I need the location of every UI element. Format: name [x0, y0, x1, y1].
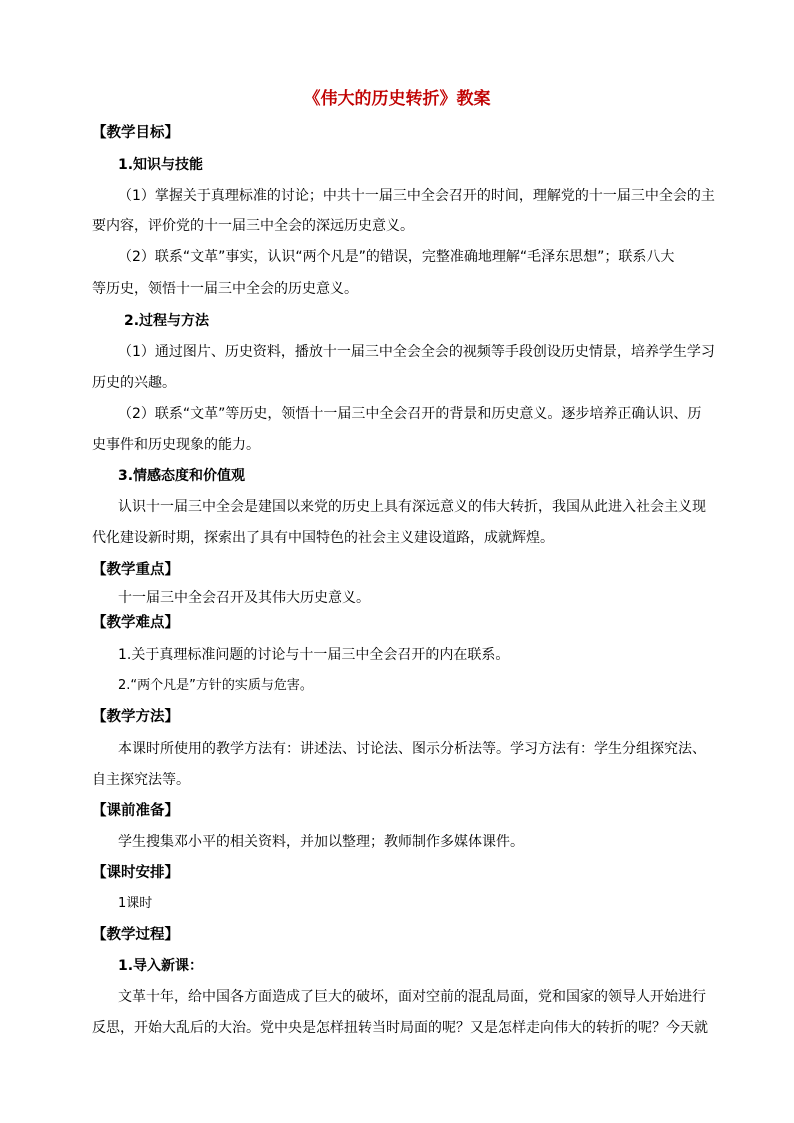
subheading-introduction: 1.导入新课： [118, 958, 204, 974]
section-heading-methods: 【教学方法】 [92, 709, 179, 725]
paragraph-line: 自主探究法等。 [92, 772, 190, 788]
paragraph-line: 学生搜集邓小平的相关资料，并加以整理；教师制作多媒体课件。 [118, 834, 524, 850]
paragraph-line: 1.关于真理标准问题的讨论与十一届三中全会召开的内在联系。 [118, 647, 510, 663]
section-heading-preparation: 【课前准备】 [92, 803, 179, 819]
paragraph-line: 史事件和历史现象的能力。 [92, 437, 260, 453]
subheading-process-method: 2.过程与方法 [124, 313, 210, 329]
paragraph-line: 2.“两个凡是”方针的实质与危害。 [118, 678, 313, 693]
paragraph-line: 历史的兴趣。 [92, 375, 176, 391]
paragraph-line: （1）通过图片、历史资料，播放十一届三中全会全会的视频等手段创设历史情景，培养学生学习 [118, 344, 715, 360]
paragraph-line: 认识十一届三中全会是建国以来党的历史上具有深远意义的伟大转折，我国从此进入社会主义现 [118, 499, 706, 515]
paragraph-line: 1课时 [118, 896, 153, 911]
subheading-emotion-values: 3.情感态度和价值观 [118, 468, 246, 484]
document-title: 《伟大的历史转折》教案 [303, 89, 491, 109]
section-heading-difficulties: 【教学难点】 [92, 615, 179, 631]
paragraph-line: （2）联系“文革”等历史，领悟十一届三中全会召开的背景和历史意义。逐步培养正确认识、历 [118, 406, 702, 422]
section-heading-process: 【教学过程】 [92, 927, 179, 943]
paragraph-line: 等历史，领悟十一届三中全会的历史意义。 [92, 281, 358, 297]
paragraph-line: 反思，开始大乱后的大治。党中央是怎样扭转当时局面的呢？又是怎样走向伟大的转折的呢？今天就 [92, 1020, 708, 1036]
paragraph-line: 要内容，评价党的十一届三中全会的深远历史意义。 [92, 218, 414, 234]
section-heading-key-points: 【教学重点】 [92, 562, 179, 578]
paragraph-line: 十一届三中全会召开及其伟大历史意义。 [118, 590, 370, 606]
section-heading-objectives: 【教学目标】 [92, 125, 179, 141]
paragraph-line: （1）掌握关于真理标准的讨论；中共十一届三中全会召开的时间，理解党的十一届三中全会的主 [118, 188, 715, 204]
paragraph-line: 文革十年，给中国各方面造成了巨大的破坏，面对空前的混乱局面，党和国家的领导人开始进行 [118, 989, 706, 1005]
section-heading-schedule: 【课时安排】 [92, 865, 179, 881]
paragraph-line: （2）联系“文革”事实，认识“两个凡是”的错误，完整准确地理解“毛泽东思想”；联系八大 [118, 249, 675, 265]
paragraph-line: 代化建设新时期，探索出了具有中国特色的社会主义建设道路，成就辉煌。 [92, 530, 554, 546]
subheading-knowledge-skills: 1.知识与技能 [118, 157, 204, 173]
paragraph-line: 本课时所使用的教学方法有：讲述法、讨论法、图示分析法等。学习方法有：学生分组探究法、 [118, 741, 706, 757]
